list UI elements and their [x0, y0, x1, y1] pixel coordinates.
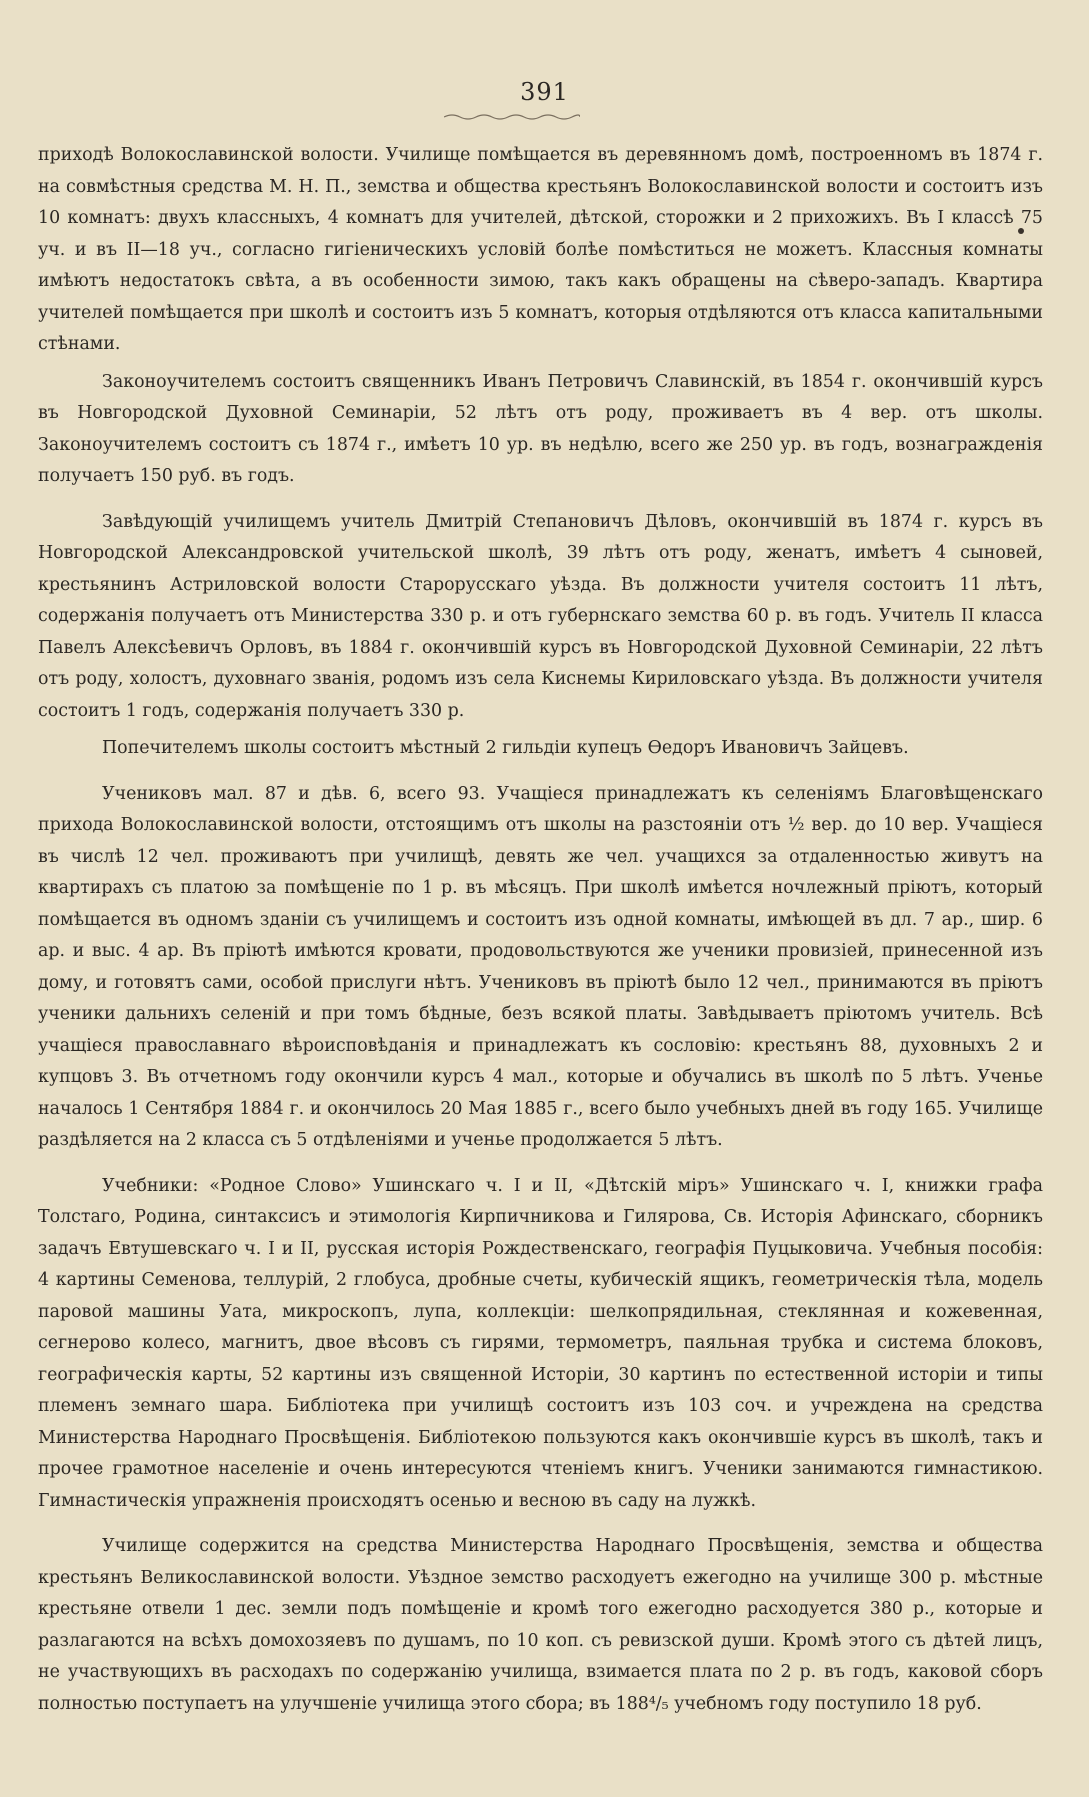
paragraph-textbooks: Учебники: «Родное Слово» Ушинскаго ч. I и II, «Дѣтскій міръ» Ушинскаго ч. I, книжки графа Толстаго, Родина, синтаксисъ и этимологія Кирпичникова и Гилярова, Св. Исторія Афинскаго, сборникъ задачъ Евтушевскаго ч. I и II, русская исторія Рождественскаго, географія Пуцыковича. Учебныя пособія: 4 картины Семенова, теллурій, 2 глобуса, дробные счеты, кубическій ящикъ, геометрическія тѣла, модель паровой машины Уата, микроскопъ, лупа, коллекціи: шелкопрядильная, стеклянная и кожевенная, сегнерово колесо, магнитъ, двое вѣсовъ съ гирями, термометръ, паяльная трубка и система блоковъ, географическія карты, 52 картины изъ священной Исторіи, 30 картинъ по естественной исторіи и типы племенъ земнаго шара. Библіотека при училищѣ состоитъ изъ 103 соч. и учреждена на средства Министерства Народнаго Просвѣщенія. Библіотекою пользуются какъ окончившіе курсъ въ школѣ, такъ и прочее грамотное населеніе и очень интересуются чтеніемъ книгъ. Ученики занимаются гимнастикою. Гимнастическія упражненія происходятъ осенью и весною въ саду на лужкѣ.: [38, 1175, 1043, 1511]
page-number: 391: [520, 78, 569, 106]
paragraph-pupils: Учениковъ мал. 87 и дѣв. 6, всего 93. Учащіеся принадлежатъ къ селеніямъ Благовѣщенскаго прихода Волокославинской волости, отстоящимъ отъ школы на разстояніи отъ ½ вер. до 10 вер. Учащіеся въ числѣ 12 чел. проживаютъ при училищѣ, девять же чел. учащихся за отдаленностью живутъ на квартирахъ съ платою за помѣщеніе по 1 р. въ мѣсяцъ. При школѣ имѣется ночлежный пріютъ, который помѣщается въ одномъ зданіи съ училищемъ и состоитъ изъ одной комнаты, имѣющей въ дл. 7 ар., шир. 6 ар. и выс. 4 ар. Въ пріютѣ имѣются кровати, продовольствуются же ученики провизіей, принесенной изъ дому, и готовятъ сами, особой прислуги нѣтъ. Учениковъ въ пріютѣ было 12 чел., принимаются въ пріютъ ученики дальнихъ селеній и при томъ бѣдные, безъ всякой платы. Завѣдываетъ пріютомъ учитель. Всѣ учащіеся православнаго вѣроисповѣданія и принадлежатъ къ сословію: крестьянъ 88, духовныхъ 2 и купцовъ 3. Въ отчетномъ году окончили курсъ 4 мал., которые и обучались въ школѣ по 5 лѣтъ. Ученье началось 1 Сентября 1884 г. и окончилось 20 Мая 1885 г., всего было учебныхъ дней въ году 165. Училище раздѣляется на 2 класса съ 5 отдѣленіями и ученье продолжается 5 лѣтъ.: [38, 783, 1043, 1150]
paragraph-trustee: Попечителемъ школы состоитъ мѣстный 2 гильдіи купецъ Ѳедоръ Ивановичъ Зайцевъ.: [102, 738, 909, 758]
paragraph-law-teacher: Законоучителемъ состоитъ священникъ Иванъ Петровичъ Славинскій, въ 1854 г. окончившій курсъ въ Новгородской Духовной Семинаріи, 52 лѣтъ отъ роду, проживаетъ въ 4 вер. отъ школы. Законоучителемъ состоитъ съ 1874 г., имѣетъ 10 ур. въ недѣлю, всего же 250 ур. въ годъ, вознагражденія получаетъ 150 руб. въ годъ.: [38, 371, 1043, 486]
paragraph-funding: Училище содержится на средства Министерства Народнаго Просвѣщенія, земства и общества крестьянъ Великославинской волости. Уѣздное земство расходуетъ ежегодно на училище 300 р. мѣстные крестьяне отвели 1 дес. земли подъ помѣщеніе и кромѣ того ежегодно расходуется 380 р., которые и разлагаются на всѣхъ домохозяевъ по душамъ, по 10 коп. съ ревизской души. Кромѣ этого съ дѣтей лицъ, не участвующихъ въ расходахъ по содержанію училища, взимается плата по 2 р. въ годъ, каковой сборъ полностью поступаетъ на улучшеніе училища этого сбора; въ 188⁴/₅ учебномъ году поступило 18 руб.: [38, 1536, 1043, 1714]
body-text: [38, 140, 1043, 1734]
page-number-ornament: [444, 113, 580, 121]
paragraph-school-building: приходѣ Волокославинской волости. Училище помѣщается въ деревянномъ домѣ, построенномъ въ 1874 г. на совмѣстныя средства М. Н. П., земства и общества крестьянъ Волокославинской волости и состоитъ изъ 10 комнатъ: двухъ классныхъ, 4 комнатъ для учителей, дѣтской, сторожки и 2 прихожихъ. Въ I классѣ 75 уч. и въ II—18 уч., согласно гигіеническихъ условій болѣе помѣститься не можетъ. Классныя комнаты имѣютъ недостатокъ свѣта, а въ особенности зимою, такъ какъ обращены на сѣверо-западъ. Квартира учителей помѣщается при школѣ и состоитъ изъ 5 комнатъ, которыя отдѣляются отъ класса капитальными стѣнами.: [38, 145, 1043, 354]
paragraph-head-teacher: Завѣдующій училищемъ учитель Дмитрій Степановичъ Дѣловъ, окончившій въ 1874 г. курсъ въ Новгородской Александровской учительской школѣ, 39 лѣтъ отъ роду, женатъ, имѣетъ 4 сыновей, крестьянинъ Астриловской волости Старорусскаго уѣзда. Въ должности учителя состоитъ 11 лѣтъ, содержанія получаетъ отъ Министерства 330 р. и отъ губернскаго земства 60 р. въ годъ. Учитель II класса Павелъ Алексѣевичъ Орловъ, въ 1884 г. окончившій курсъ въ Новгородской Духовной Семинаріи, 22 лѣтъ отъ роду, холостъ, духовнаго званія, родомъ изъ села Киснемы Кириловскаго уѣзда. Въ должности учителя состоитъ 1 годъ, содержанія получаетъ 330 р.: [38, 511, 1043, 721]
